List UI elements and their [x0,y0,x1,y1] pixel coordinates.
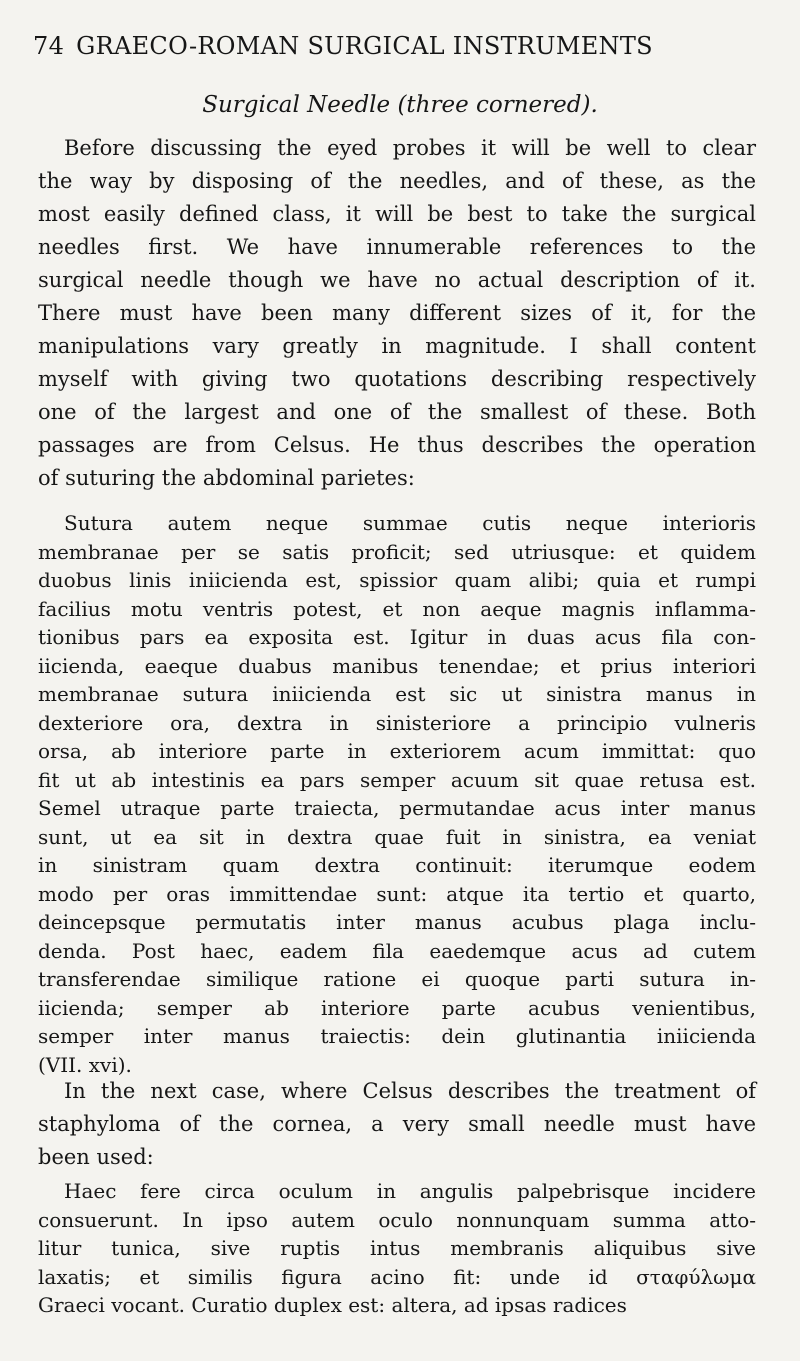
text-line: dexteriore ora, dextra in sinisteriore a principio vulneris [38,710,756,735]
text-line: iicienda, eaeque duabus manibus tenendae; et prius interiori [38,653,756,678]
text-line: (VII. xvi). [38,1052,132,1077]
text-line: laxatis; et similis figura acino fit: unde id σταφύλωμα [38,1264,756,1289]
text-line: Haec fere circa oculum in angulis palpebrisque incidere [64,1179,756,1203]
text-line: most easily defined class, it will be best to take the surgical [38,202,756,226]
text-line: Before discussing the eyed probes it will be well to clear [64,136,756,160]
text-line: fit ut ab intestinis ea pars semper acuum sit quae retusa est. [38,767,756,792]
text-line: in sinistram quam dextra continuit: iterumque eodem [38,853,756,877]
text-line: Semel utraque parte traiecta, permutandae acus inter manus [38,796,756,820]
paragraph-staphyloma [38,1075,756,1174]
text-line: transferendae similique ratione ei quoque parti sutura in- [38,967,756,991]
text-line: iicienda; semper ab interiore parte acubus venientibus, [38,995,756,1020]
text-line: been used: [38,1145,154,1169]
text-line: of suturing the abdominal parietes: [38,466,415,490]
running-title: GRAECO-ROMAN SURGICAL INSTRUMENTS [76,32,653,60]
text-line: orsa, ab interiore parte in exteriorem acum immittat: quo [38,739,756,763]
section-title: Surgical Needle (three cornered). [202,92,598,118]
text-line: surgical needle though we have no actual description of it. [38,268,756,292]
text-line: duobus linis iniicienda est, spissior quam alibi; quia et rumpi [38,568,756,592]
text-line: modo per oras immittendae sunt: atque ita tertio et quarto, [38,881,756,906]
text-line: passages are from Celsus. He thus describes the operation [38,433,756,457]
text-line: staphyloma of the cornea, a very small needle must have [38,1112,756,1136]
text-line: myself with giving two quotations describing respectively [38,367,756,391]
text-line: manipulations vary greatly in magnitude. I shall content [38,334,756,358]
text-line: membranae per se satis proficit; sed utriusque: et quidem [38,539,756,564]
text-line: facilius motu ventris potest, et non aeque magnis inflamma- [38,596,756,621]
text-line: sunt, ut ea sit in dextra quae fuit in sinistra, ea veniat [38,824,756,849]
text-line: There must have been many different sizes of it, for the [38,301,756,325]
quotation-staphyloma [38,1177,756,1320]
text-line: one of the largest and one of the smallest of these. Both [38,400,756,424]
text-line: consuerunt. In ipso autem oculo nonnunquam summa atto- [38,1207,756,1232]
page-number: 74 [33,32,65,60]
text-line: Sutura autem neque summae cutis neque interioris [64,511,756,535]
text-line: tionibus pars ea exposita est. Igitur in duas acus fila con- [38,625,756,649]
text-line: litur tunica, sive ruptis intus membranis aliquibus sive [38,1236,756,1260]
text-line: Graeci vocant. Curatio duplex est: altera, ad ipsas radices [38,1293,627,1317]
running-header [33,32,723,60]
text-line: needles first. We have innumerable references to the [38,235,756,259]
text-line: In the next case, where Celsus describes the treatment of [64,1079,756,1103]
text-line: denda. Post haec, eadem fila eaedemque acus ad cutem [38,938,756,963]
text-line: the way by disposing of the needles, and of these, as the [38,169,756,193]
text-line: deincepsque permutatis inter manus acubus plaga inclu- [38,910,756,934]
text-line: membranae sutura iniicienda est sic ut sinistra manus in [38,682,756,706]
text-line: semper inter manus traiectis: dein glutinantia iniicienda [38,1024,756,1048]
quotation-abdominal-suture [38,509,756,1079]
paragraph-intro [38,132,756,495]
